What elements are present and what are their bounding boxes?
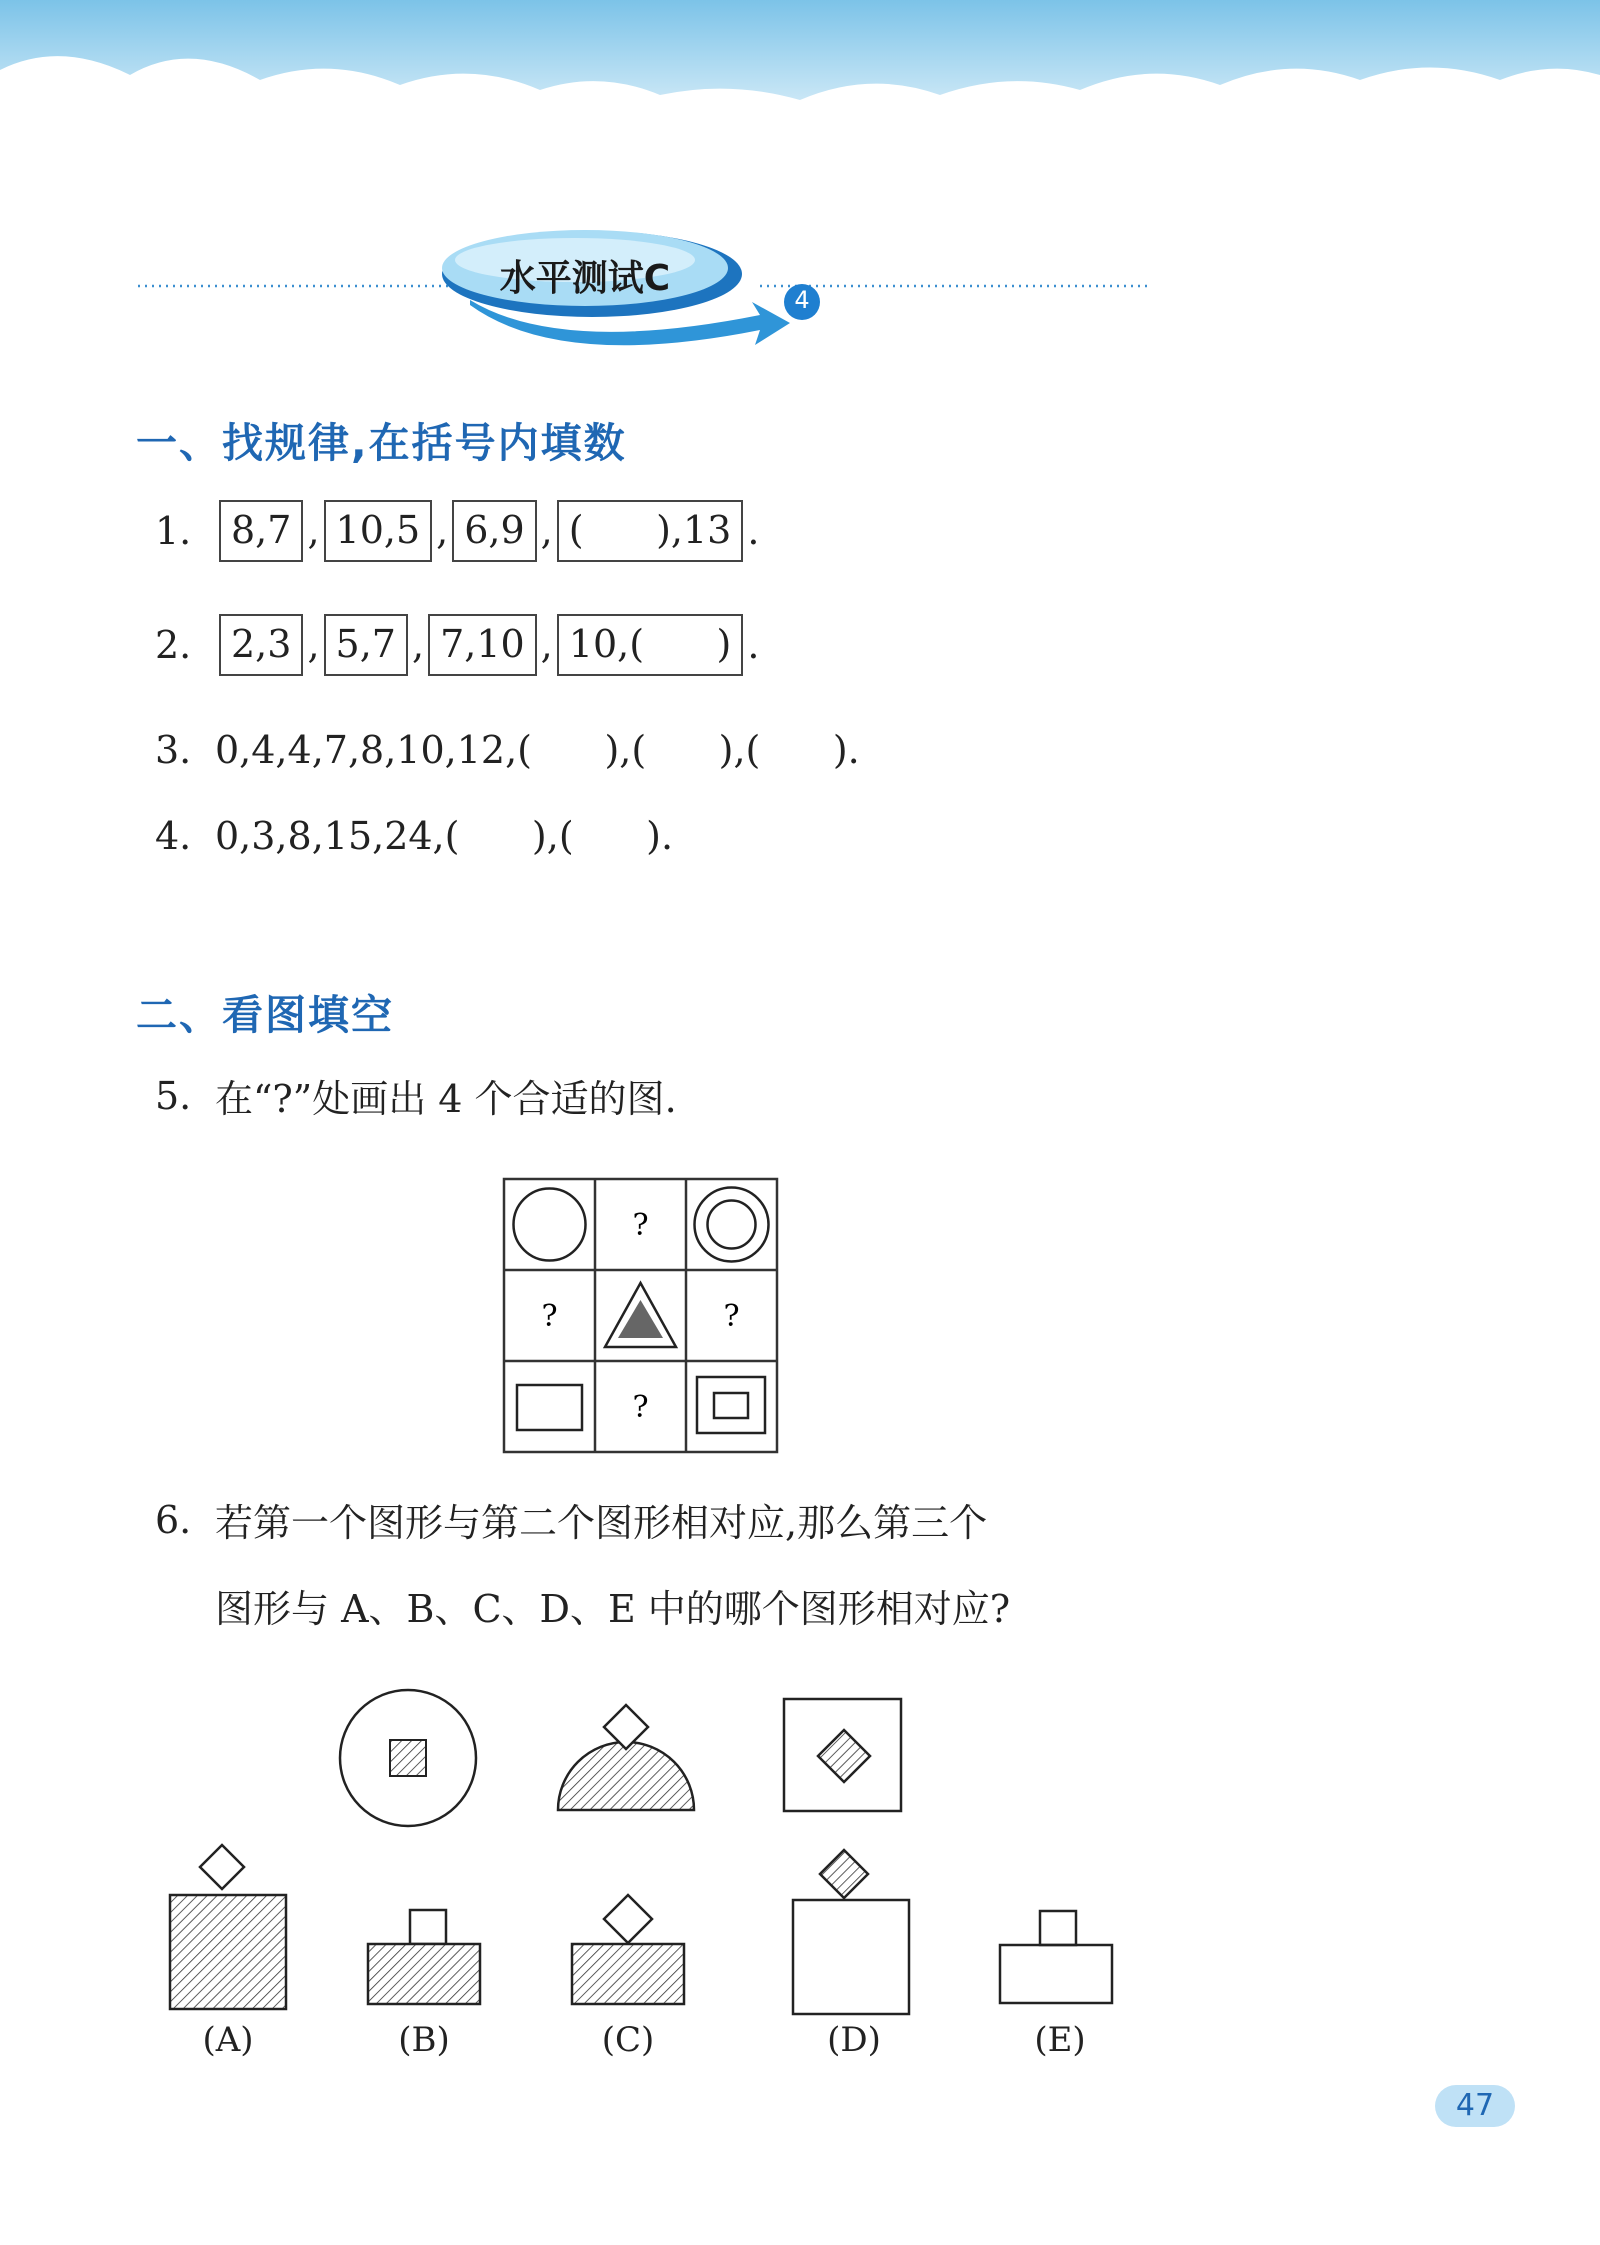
double-rectangle-shape <box>697 1377 765 1433</box>
number-pair-box: 10,5 <box>324 500 433 562</box>
figure-1-circle-with-square <box>340 1690 476 1826</box>
section1-heading: 一、找规律,在括号内填数 <box>136 419 627 467</box>
page-number: 47 <box>1435 2085 1515 2127</box>
number-pair-box: 5,7 <box>324 614 408 676</box>
question-mark: ? <box>632 1390 649 1425</box>
option-e-label: (E) <box>1034 2020 1086 2060</box>
question-mark: ? <box>541 1299 558 1334</box>
question-number: 2. <box>155 623 192 667</box>
question-mark: ? <box>632 1208 649 1243</box>
analogy-figures <box>150 1675 1150 2035</box>
option-c-label: (C) <box>601 2020 655 2060</box>
option-b-figure[interactable] <box>368 1910 480 2004</box>
option-a-figure[interactable] <box>170 1845 286 2009</box>
option-a-label: (A) <box>202 2020 254 2060</box>
pattern-grid <box>500 1175 790 1465</box>
number-pair-box: 8,7 <box>219 500 303 562</box>
number-pair-box: 6,9 <box>452 500 536 562</box>
sky-cloud-banner <box>0 0 1600 160</box>
question-5 <box>155 1068 677 1123</box>
figure-3-square-with-diamond <box>784 1699 901 1811</box>
question-text: 图形与 A、B、C、D、E 中的哪个图形相对应? <box>215 1587 1011 1631</box>
rectangle-shape <box>517 1385 582 1430</box>
question-2: 2. 2,3 , 5,7 , 7,10 , 10,( ) . <box>155 614 759 676</box>
answer-box[interactable]: ( ),13 <box>557 500 744 562</box>
question-1: 1. 8,7 , 10,5 , 6,9 , ( ),13 . <box>155 500 759 562</box>
option-e-figure[interactable] <box>1000 1911 1112 2003</box>
question-text[interactable]: 0,3,8,15,24,( ),( ). <box>215 814 674 858</box>
question-number: 5. <box>155 1073 192 1118</box>
question-6-continued <box>215 1578 1010 1633</box>
answer-box[interactable]: 10,( ) <box>557 614 744 676</box>
question-number: 1. <box>155 509 192 553</box>
question-6 <box>155 1492 987 1547</box>
question-number: 6. <box>155 1497 192 1542</box>
option-c-figure[interactable] <box>572 1895 684 2004</box>
option-d-label: (D) <box>827 2020 881 2060</box>
figure-2-semicircle-with-diamond <box>558 1705 694 1810</box>
section2-heading: 二、看图填空 <box>136 991 394 1039</box>
question-4 <box>155 814 673 858</box>
question-mark: ? <box>723 1299 740 1334</box>
number-pair-box: 2,3 <box>219 614 303 676</box>
number-pair-box: 7,10 <box>428 614 537 676</box>
question-number: 4. <box>155 814 192 858</box>
circle-shape <box>514 1189 586 1261</box>
option-b-label: (B) <box>398 2020 450 2060</box>
page-title: 水平测试C <box>499 258 671 299</box>
question-3 <box>155 728 860 772</box>
option-d-figure[interactable] <box>793 1850 909 2014</box>
question-text[interactable]: 0,4,4,7,8,10,12,( ),( ),( ). <box>215 728 860 772</box>
question-text: 在“?”处画出 4 个合适的图. <box>215 1077 677 1121</box>
double-circle-shape <box>695 1188 769 1262</box>
question-text: 若第一个图形与第二个图形相对应,那么第三个 <box>215 1501 988 1545</box>
title-badge: 4 <box>794 286 810 314</box>
question-number: 3. <box>155 728 192 772</box>
